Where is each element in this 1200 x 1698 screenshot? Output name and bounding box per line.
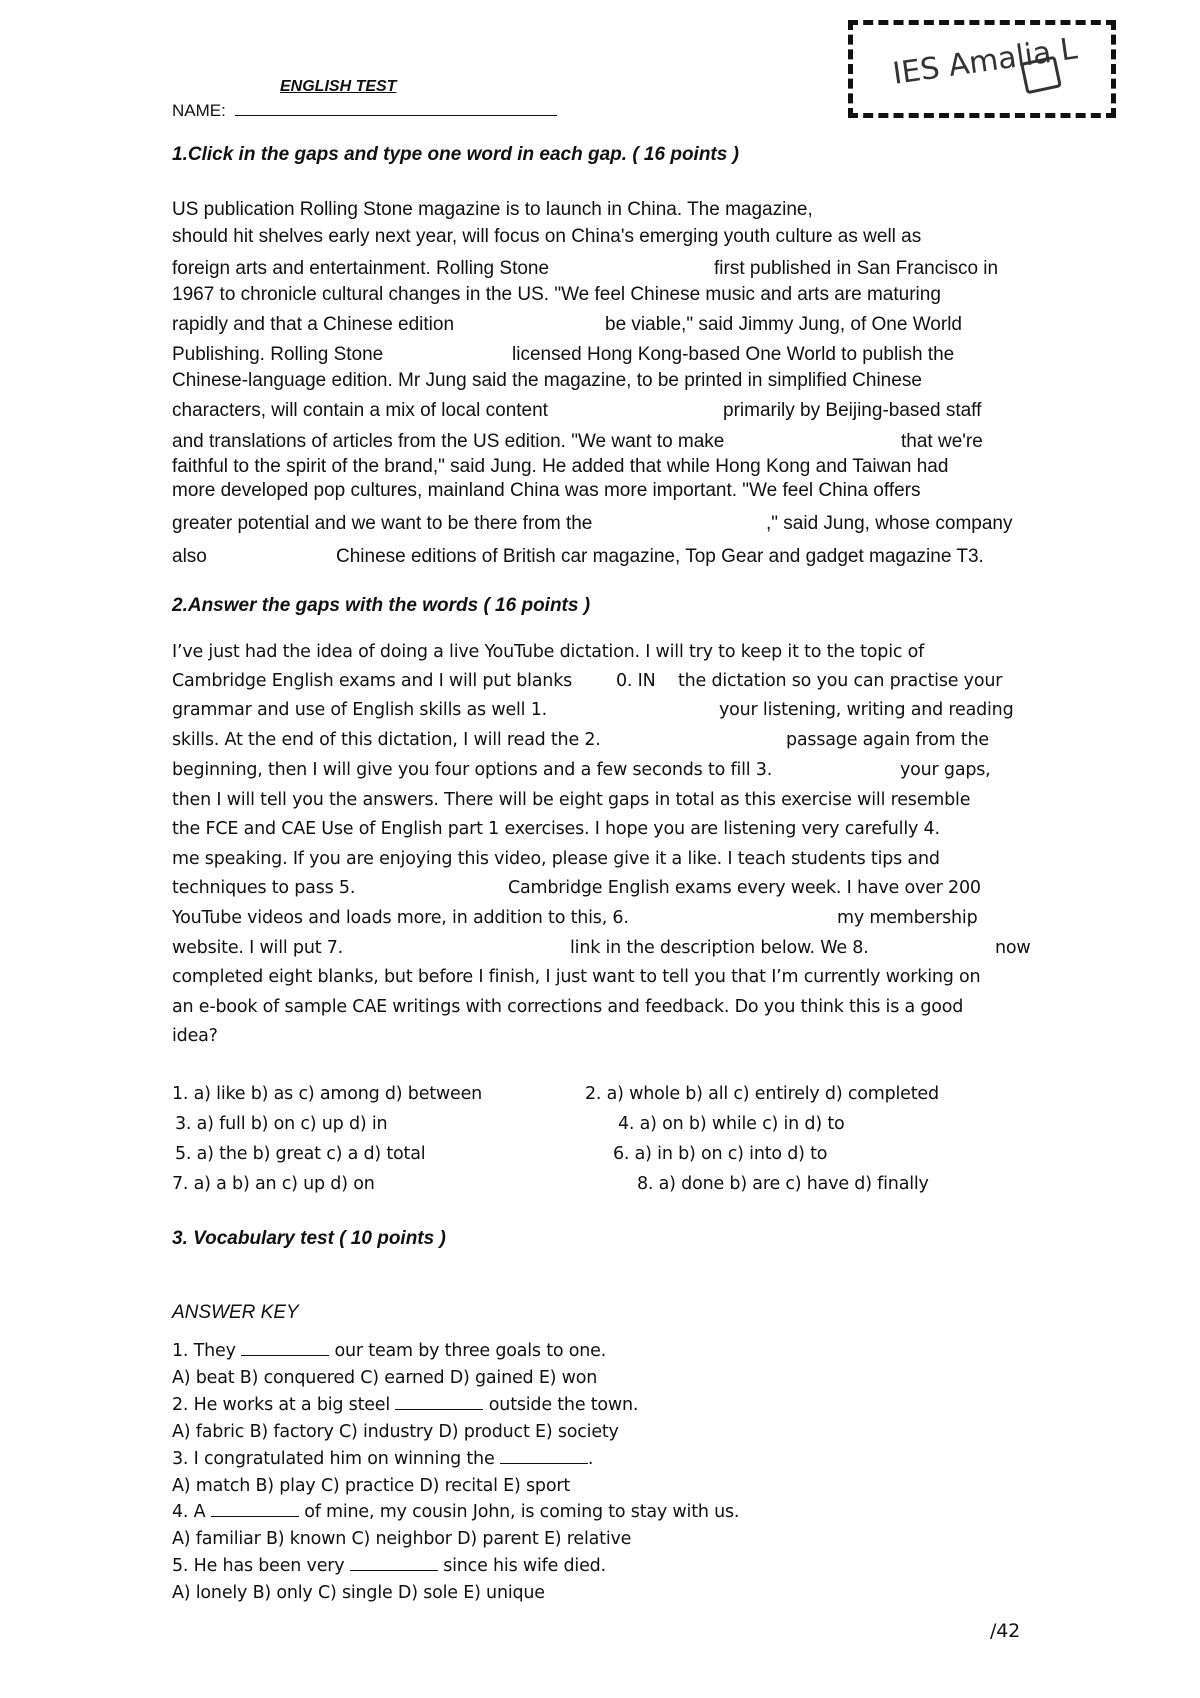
vocab-question: 2. He works at a big steel outside the town. <box>172 1395 639 1415</box>
s2-line: passage again from the <box>786 730 989 750</box>
s2-line: website. I will put 7. <box>172 938 344 958</box>
s2-line: Cambridge English exams and I will put blanks <box>172 671 573 691</box>
vocab-question: 4. A of mine, my cousin John, is coming to stay with us. <box>172 1502 740 1522</box>
name-field[interactable] <box>235 115 557 116</box>
vocab-options: A) lonely B) only C) single D) sole E) unique <box>172 1583 545 1603</box>
s1-line: first published in San Francisco in <box>714 258 999 279</box>
vocab-blank[interactable] <box>350 1570 438 1571</box>
s1-line: and translations of articles from the US edition. "We want to make <box>172 431 725 452</box>
name-label: NAME: <box>172 101 557 121</box>
s1-line: Publishing. Rolling Stone <box>172 344 384 365</box>
vocab-blank[interactable] <box>395 1409 483 1410</box>
s2-line: Cambridge English exams every week. I have over 200 <box>508 878 981 898</box>
s1-line: primarily by Beijing-based staff <box>723 400 982 421</box>
s2-line: your gaps, <box>900 760 991 780</box>
s2-line: now <box>995 938 1031 958</box>
s1-line: greater potential and we want to be there from the <box>172 513 593 534</box>
vocab-options: A) beat B) conquered C) earned D) gained E) won <box>172 1368 598 1388</box>
s1-line: rapidly and that a Chinese edition <box>172 314 455 335</box>
vocab-blank[interactable] <box>500 1463 588 1464</box>
s2-line: link in the description below. We 8. <box>570 938 869 958</box>
s2-line: grammar and use of English skills as well 1. <box>172 700 547 720</box>
option-row: 5. a) the b) great c) a d) total <box>175 1144 426 1164</box>
s1-line: foreign arts and entertainment. Rolling Stone <box>172 258 550 279</box>
s2-line: the FCE and CAE Use of English part 1 exercises. I hope you are listening very carefully 4. <box>172 819 940 839</box>
s1-line: US publication Rolling Stone magazine is to launch in China. The magazine, <box>172 199 813 220</box>
answer-key-label: ANSWER KEY <box>172 1302 299 1323</box>
vocab-question: 3. I congratulated him on winning the . <box>172 1449 594 1469</box>
s2-line: 0. IN <box>616 671 656 691</box>
s1-line: should hit shelves early next year, will focus on China's emerging youth culture as well as <box>172 226 922 247</box>
s2-line: completed eight blanks, but before I finish, I just want to tell you that I’m currently working on <box>172 967 981 987</box>
s1-line: characters, will contain a mix of local content <box>172 400 548 421</box>
vocab-options: A) fabric B) factory C) industry D) product E) society <box>172 1422 619 1442</box>
s1-line: 1967 to chronicle cultural changes in the US. "We feel Chinese music and arts are maturing <box>172 284 941 305</box>
s1-line: also <box>172 546 207 567</box>
vocab-question: 5. He has been very since his wife died. <box>172 1556 606 1576</box>
section3-heading: 3. Vocabulary test ( 10 points ) <box>172 1228 446 1249</box>
vocab-options: A) match B) play C) practice D) recital E) sport <box>172 1476 570 1496</box>
vocab-blank[interactable] <box>211 1516 299 1517</box>
s2-line: skills. At the end of this dictation, I will read the 2. <box>172 730 601 750</box>
vocab-options: A) familiar B) known C) neighbor D) parent E) relative <box>172 1529 632 1549</box>
stamp-logo-icon <box>1020 56 1062 95</box>
s1-line: Chinese-language edition. Mr Jung said the magazine, to be printed in simplified Chinese <box>172 370 922 391</box>
s2-line: I’ve just had the idea of doing a live YouTube dictation. I will try to keep it to the topic of <box>172 642 925 662</box>
s2-line: my membership <box>837 908 978 928</box>
test-title: ENGLISH TEST <box>280 78 397 95</box>
s1-line: more developed pop cultures, mainland China was more important. "We feel China offers <box>172 480 921 501</box>
section1-heading: 1.Click in the gaps and type one word in each gap. ( 16 points ) <box>172 144 739 165</box>
option-row: 6. a) in b) on c) into d) to <box>613 1144 828 1164</box>
s2-line: an e-book of sample CAE writings with corrections and feedback. Do you think this is a good <box>172 997 964 1017</box>
option-row: 1. a) like b) as c) among d) between <box>172 1084 483 1104</box>
s2-line: YouTube videos and loads more, in addition to this, 6. <box>172 908 629 928</box>
s1-line: licensed Hong Kong-based One World to publish the <box>512 344 955 365</box>
s2-line: then I will tell you the answers. There will be eight gaps in total as this exercise will resemble <box>172 790 971 810</box>
vocab-question: 1. They our team by three goals to one. <box>172 1341 607 1361</box>
s2-line: idea? <box>172 1026 218 1046</box>
s2-line: me speaking. If you are enjoying this video, please give it a like. I teach students tips and <box>172 849 940 869</box>
section2-heading: 2.Answer the gaps with the words ( 16 points ) <box>172 595 591 616</box>
option-row: 8. a) done b) are c) have d) finally <box>637 1174 929 1194</box>
s1-line: that we're <box>901 431 983 452</box>
s2-line: beginning, then I will give you four options and a few seconds to fill 3. <box>172 760 773 780</box>
option-row: 4. a) on b) while c) in d) to <box>618 1114 845 1134</box>
option-row: 2. a) whole b) all c) entirely d) completed <box>585 1084 939 1104</box>
s1-line: be viable," said Jimmy Jung, of One World <box>605 314 962 335</box>
s1-line: Chinese editions of British car magazine, Top Gear and gadget magazine T3. <box>336 546 984 567</box>
option-row: 7. a) a b) an c) up d) on <box>172 1174 375 1194</box>
option-row: 3. a) full b) on c) up d) in <box>175 1114 388 1134</box>
s2-line: the dictation so you can practise your <box>678 671 1003 691</box>
vocab-blank[interactable] <box>241 1355 329 1356</box>
s1-line: ," said Jung, whose company <box>766 513 1013 534</box>
s2-line: your listening, writing and reading <box>719 700 1014 720</box>
total-score: /42 <box>990 1620 1020 1642</box>
s1-line: faithful to the spirit of the brand," said Jung. He added that while Hong Kong and Taiwan had <box>172 456 949 477</box>
s2-line: techniques to pass 5. <box>172 878 356 898</box>
school-stamp <box>848 20 1116 118</box>
stamp-text: IES Amalia L <box>890 31 1080 92</box>
